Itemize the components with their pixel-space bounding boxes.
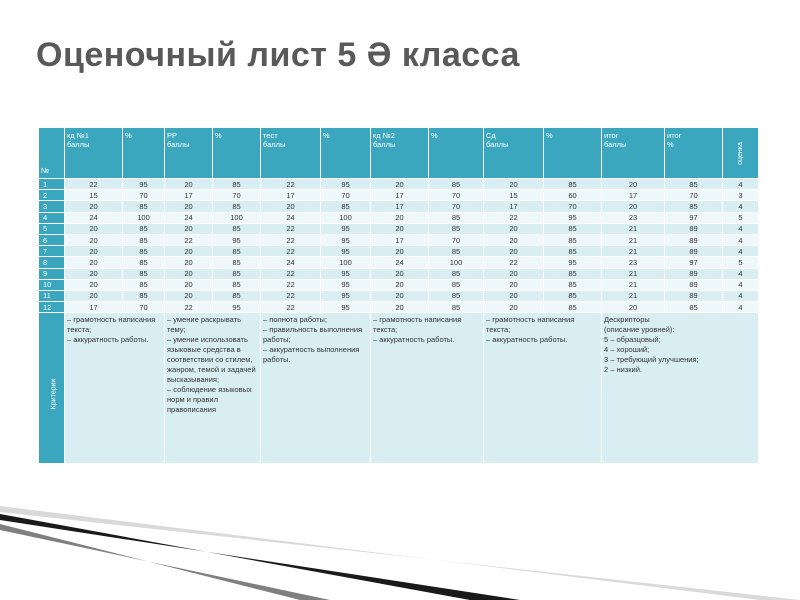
cell-pct2: 85 [213, 290, 261, 301]
cell-itog: 20 [602, 302, 665, 313]
cell-test: 20 [261, 201, 321, 212]
cell-pct4: 85 [429, 223, 484, 234]
cell-pct5: 60 [544, 190, 602, 201]
cell-test: 22 [261, 179, 321, 190]
cell-grade: 4 [723, 179, 759, 190]
cell-pct4: 85 [429, 302, 484, 313]
cell-pct1: 70 [123, 190, 165, 201]
cell-pct2: 85 [213, 257, 261, 268]
cell-kd1: 24 [65, 212, 123, 223]
cell-pct3: 95 [321, 279, 371, 290]
cell-pct3: 95 [321, 179, 371, 190]
cell-pct2: 85 [213, 179, 261, 190]
cell-pct5: 85 [544, 179, 602, 190]
cell-kd2: 20 [371, 268, 429, 279]
cell-kd1: 20 [65, 268, 123, 279]
table-row [39, 201, 759, 212]
cell-num: 8 [39, 257, 65, 268]
criteria-kd2: – грамотность написания текста; – аккуратность работы. [371, 313, 484, 464]
cell-itog-pct: 97 [665, 212, 723, 223]
cell-pct3: 95 [321, 246, 371, 257]
cell-kd1: 22 [65, 179, 123, 190]
cell-pct4: 85 [429, 290, 484, 301]
cell-pct3: 95 [321, 268, 371, 279]
cell-rr: 20 [165, 246, 213, 257]
cell-itog-pct: 89 [665, 223, 723, 234]
cell-test: 22 [261, 302, 321, 313]
header-test: тест баллы [261, 128, 321, 179]
cell-test: 24 [261, 212, 321, 223]
header-itog-pct: итог % [665, 128, 723, 179]
cell-test: 22 [261, 290, 321, 301]
cell-pct4: 70 [429, 234, 484, 245]
cell-kd2: 20 [371, 302, 429, 313]
cell-sd: 20 [484, 246, 544, 257]
cell-pct5: 85 [544, 279, 602, 290]
cell-num: 9 [39, 268, 65, 279]
table-row [39, 234, 759, 245]
cell-sd: 17 [484, 201, 544, 212]
cell-pct3: 70 [321, 190, 371, 201]
cell-test: 24 [261, 257, 321, 268]
cell-itog: 21 [602, 279, 665, 290]
cell-itog: 21 [602, 234, 665, 245]
cell-rr: 20 [165, 290, 213, 301]
header-sd: Сд баллы [484, 128, 544, 179]
cell-pct4: 85 [429, 279, 484, 290]
cell-sd: 15 [484, 190, 544, 201]
cell-pct1: 85 [123, 279, 165, 290]
header-pct2: % [213, 128, 261, 179]
cell-itog: 20 [602, 179, 665, 190]
cell-grade: 5 [723, 257, 759, 268]
cell-kd1: 15 [65, 190, 123, 201]
cell-pct3: 100 [321, 257, 371, 268]
cell-itog: 23 [602, 257, 665, 268]
cell-grade: 4 [723, 279, 759, 290]
cell-pct1: 85 [123, 201, 165, 212]
cell-test: 22 [261, 223, 321, 234]
cell-pct4: 70 [429, 201, 484, 212]
cell-test: 17 [261, 190, 321, 201]
cell-itog-pct: 85 [665, 179, 723, 190]
cell-grade: 4 [723, 234, 759, 245]
criteria-descriptors: Дескрипторы (описание уровней): 5 – образцовый; 4 – хороший; 3 – требующий улучшения; 2 – низкий. [602, 313, 759, 464]
cell-itog: 20 [602, 201, 665, 212]
cell-pct5: 85 [544, 268, 602, 279]
header-pct1: % [123, 128, 165, 179]
cell-pct2: 100 [213, 212, 261, 223]
cell-sd: 20 [484, 234, 544, 245]
cell-rr: 20 [165, 268, 213, 279]
cell-pct5: 95 [544, 257, 602, 268]
cell-pct4: 85 [429, 212, 484, 223]
cell-kd2: 20 [371, 246, 429, 257]
table-row [39, 302, 759, 313]
cell-pct1: 85 [123, 223, 165, 234]
cell-num: 12 [39, 302, 65, 313]
header-rr: РР баллы [165, 128, 213, 179]
cell-num: 7 [39, 246, 65, 257]
cell-pct2: 85 [213, 246, 261, 257]
cell-rr: 22 [165, 302, 213, 313]
cell-num: 3 [39, 201, 65, 212]
cell-test: 22 [261, 268, 321, 279]
cell-num: 11 [39, 290, 65, 301]
cell-grade: 4 [723, 223, 759, 234]
header-pct5: % [544, 128, 602, 179]
page-title: Оценочный лист 5 Ә класса [36, 36, 520, 74]
cell-pct5: 85 [544, 290, 602, 301]
cell-kd2: 17 [371, 201, 429, 212]
cell-test: 22 [261, 234, 321, 245]
cell-kd2: 17 [371, 234, 429, 245]
table-row [39, 223, 759, 234]
cell-itog-pct: 70 [665, 190, 723, 201]
cell-itog-pct: 85 [665, 302, 723, 313]
table-row [39, 290, 759, 301]
cell-pct5: 85 [544, 223, 602, 234]
cell-pct3: 95 [321, 302, 371, 313]
cell-kd1: 20 [65, 257, 123, 268]
cell-pct4: 85 [429, 246, 484, 257]
cell-pct1: 70 [123, 302, 165, 313]
header-row [39, 128, 759, 179]
cell-kd2: 20 [371, 290, 429, 301]
cell-rr: 20 [165, 179, 213, 190]
cell-sd: 22 [484, 257, 544, 268]
cell-pct2: 95 [213, 234, 261, 245]
cell-kd2: 20 [371, 279, 429, 290]
stripe-dark [0, 514, 520, 600]
header-grade-label: оценка [736, 142, 744, 165]
cell-rr: 24 [165, 212, 213, 223]
header-itog: итог баллы [602, 128, 665, 179]
cell-sd: 20 [484, 179, 544, 190]
cell-grade: 4 [723, 246, 759, 257]
cell-pct3: 85 [321, 201, 371, 212]
cell-test: 22 [261, 279, 321, 290]
cell-itog-pct: 97 [665, 257, 723, 268]
cell-pct1: 85 [123, 246, 165, 257]
cell-itog-pct: 89 [665, 234, 723, 245]
cell-pct3: 95 [321, 290, 371, 301]
cell-pct4: 100 [429, 257, 484, 268]
cell-pct5: 70 [544, 201, 602, 212]
cell-kd1: 20 [65, 223, 123, 234]
criteria-label: Критерии [50, 378, 58, 410]
cell-num: 1 [39, 179, 65, 190]
cell-itog: 21 [602, 223, 665, 234]
cell-sd: 20 [484, 279, 544, 290]
cell-itog-pct: 89 [665, 279, 723, 290]
cell-rr: 17 [165, 190, 213, 201]
cell-pct5: 95 [544, 212, 602, 223]
cell-kd1: 20 [65, 201, 123, 212]
cell-grade: 5 [723, 212, 759, 223]
cell-pct2: 95 [213, 302, 261, 313]
cell-kd2: 24 [371, 257, 429, 268]
cell-pct3: 95 [321, 223, 371, 234]
cell-grade: 4 [723, 201, 759, 212]
cell-pct1: 85 [123, 290, 165, 301]
table-row [39, 190, 759, 201]
table-row [39, 212, 759, 223]
table-body [39, 179, 759, 464]
assessment-table [38, 127, 759, 464]
cell-pct2: 85 [213, 268, 261, 279]
cell-sd: 20 [484, 302, 544, 313]
cell-pct1: 85 [123, 257, 165, 268]
cell-kd2: 20 [371, 223, 429, 234]
table-row [39, 279, 759, 290]
cell-pct3: 100 [321, 212, 371, 223]
cell-itog: 21 [602, 268, 665, 279]
cell-itog-pct: 85 [665, 201, 723, 212]
cell-pct2: 85 [213, 223, 261, 234]
cell-pct1: 100 [123, 212, 165, 223]
cell-rr: 20 [165, 279, 213, 290]
header-kd2: кд №2 баллы [371, 128, 429, 179]
cell-itog: 21 [602, 246, 665, 257]
cell-pct5: 85 [544, 234, 602, 245]
cell-sd: 20 [484, 223, 544, 234]
criteria-sd: – грамотность написания текста; – аккуратность работы. [484, 313, 602, 464]
cell-kd2: 17 [371, 190, 429, 201]
cell-sd: 20 [484, 268, 544, 279]
cell-kd1: 20 [65, 279, 123, 290]
cell-kd1: 20 [65, 234, 123, 245]
criteria-kd1: – грамотность написания текста; – аккуратность работы. [65, 313, 165, 464]
cell-itog: 21 [602, 290, 665, 301]
cell-num: 6 [39, 234, 65, 245]
cell-pct1: 95 [123, 179, 165, 190]
cell-sd: 20 [484, 290, 544, 301]
cell-kd1: 20 [65, 246, 123, 257]
cell-itog: 23 [602, 212, 665, 223]
cell-grade: 3 [723, 190, 759, 201]
cell-num: 5 [39, 223, 65, 234]
cell-rr: 20 [165, 201, 213, 212]
criteria-label-cell [39, 313, 65, 464]
cell-pct4: 85 [429, 268, 484, 279]
cell-kd2: 20 [371, 179, 429, 190]
criteria-test: – полнота работы; – правильность выполнения работы; – аккуратность выполнения работы. [261, 313, 371, 464]
header-num: № [39, 128, 65, 179]
cell-num: 4 [39, 212, 65, 223]
table-row [39, 257, 759, 268]
table-row [39, 246, 759, 257]
cell-pct1: 85 [123, 268, 165, 279]
criteria-row [39, 313, 759, 464]
cell-sd: 22 [484, 212, 544, 223]
cell-kd2: 20 [371, 212, 429, 223]
cell-test: 22 [261, 246, 321, 257]
cell-num: 2 [39, 190, 65, 201]
header-kd1: кд №1 баллы [65, 128, 123, 179]
cell-grade: 4 [723, 302, 759, 313]
cell-grade: 4 [723, 290, 759, 301]
header-grade [723, 128, 759, 179]
cell-pct2: 85 [213, 279, 261, 290]
cell-itog: 17 [602, 190, 665, 201]
cell-pct1: 85 [123, 234, 165, 245]
cell-rr: 22 [165, 234, 213, 245]
header-pct4: % [429, 128, 484, 179]
cell-pct5: 85 [544, 246, 602, 257]
cell-pct5: 85 [544, 302, 602, 313]
stripe-mid [0, 524, 330, 600]
cell-pct3: 95 [321, 234, 371, 245]
stripe-light [0, 506, 800, 600]
cell-kd1: 20 [65, 290, 123, 301]
cell-pct2: 70 [213, 190, 261, 201]
cell-grade: 4 [723, 268, 759, 279]
cell-kd1: 17 [65, 302, 123, 313]
header-pct3: % [321, 128, 371, 179]
cell-pct2: 85 [213, 201, 261, 212]
table-row [39, 179, 759, 190]
cell-rr: 20 [165, 257, 213, 268]
cell-itog-pct: 89 [665, 290, 723, 301]
criteria-rr: – умение раскрывать тему; – умение использовать языковые средства в соответствии со стилем, жанром, темой и задачей высказывания; – соблюдение языковых норм и правил правописания [165, 313, 261, 464]
cell-itog-pct: 89 [665, 246, 723, 257]
cell-rr: 20 [165, 223, 213, 234]
table-row [39, 268, 759, 279]
cell-num: 10 [39, 279, 65, 290]
cell-itog-pct: 89 [665, 268, 723, 279]
cell-pct4: 85 [429, 179, 484, 190]
cell-pct4: 70 [429, 190, 484, 201]
